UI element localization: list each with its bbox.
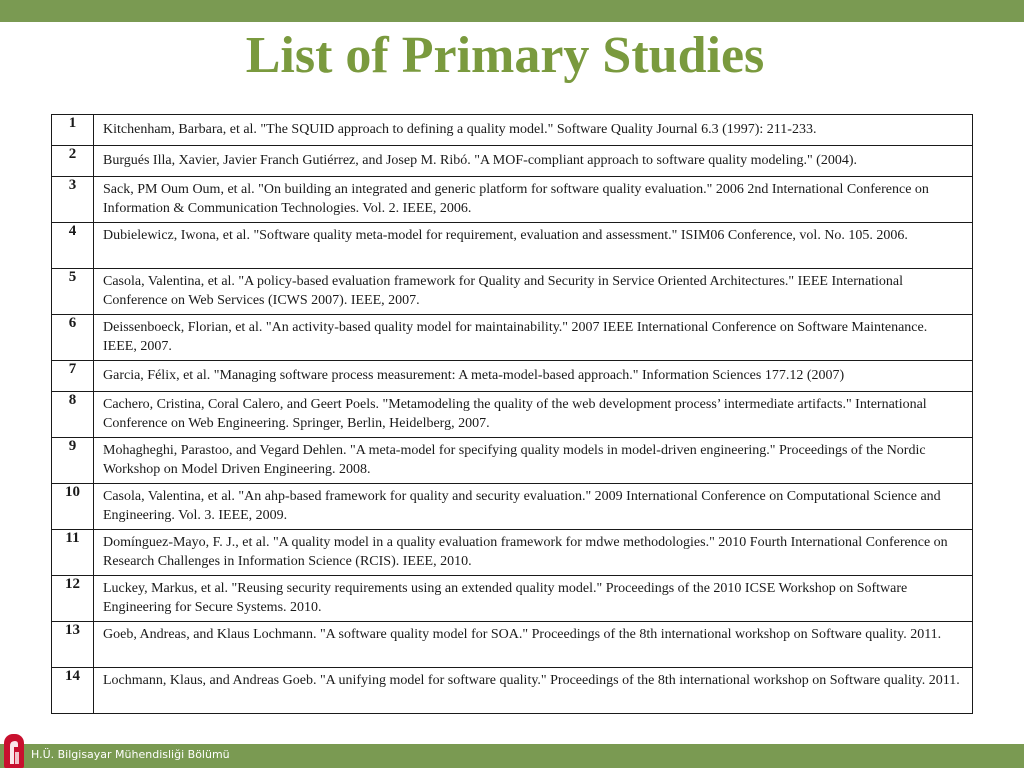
study-reference: Deissenboeck, Florian, et al. "An activity-based quality model for maintainability." 2007 IEEE International Conference on Software Maintenance. IEEE, 2007. (94, 315, 973, 361)
table-row (52, 668, 973, 714)
study-reference: Casola, Valentina, et al. "A policy-based evaluation framework for Quality and Security in Service Oriented Architectures." IEEE International Conference on Web Services (ICWS 2007). IEEE, 2007. (94, 269, 973, 315)
study-reference: Casola, Valentina, et al. "An ahp-based framework for quality and security evaluation." 2009 International Conference on Computational Science and Engineering. Vol. 3. IEEE, 2009. (94, 484, 973, 530)
study-number: 8 (52, 392, 94, 438)
footer-department-label: H.Ü. Bilgisayar Mühendisliği Bölümü (31, 748, 230, 761)
table-row (52, 530, 973, 576)
study-number: 6 (52, 315, 94, 361)
study-number: 14 (52, 668, 94, 714)
study-reference: Burgués Illa, Xavier, Javier Franch Gutiérrez, and Josep M. Ribó. "A MOF-compliant approach to software quality modeling." (2004). (94, 146, 973, 177)
table-row (52, 438, 973, 484)
study-reference: Garcia, Félix, et al. "Managing software process measurement: A meta-model-based approach." Information Sciences 177.12 (2007) (94, 361, 973, 392)
university-logo-icon (4, 734, 24, 768)
study-reference: Dubielewicz, Iwona, et al. "Software quality meta-model for requirement, evaluation and assessment." ISIM06 Conference, vol. No. 105. 2006. (94, 223, 973, 269)
study-reference: Domínguez-Mayo, F. J., et al. "A quality model in a quality evaluation framework for mdwe methodologies." 2010 Fourth International Conference on Research Challenges in Information Science (RCIS). IEEE, 2010. (94, 530, 973, 576)
study-number: 7 (52, 361, 94, 392)
table-row (52, 622, 973, 668)
study-number: 5 (52, 269, 94, 315)
page-title: List of Primary Studies (245, 27, 765, 84)
study-number: 10 (52, 484, 94, 530)
study-number: 9 (52, 438, 94, 484)
table-row (52, 146, 973, 177)
primary-studies-table (51, 114, 973, 714)
study-reference: Goeb, Andreas, and Klaus Lochmann. "A software quality model for SOA." Proceedings of the 8th international workshop on Software quality. 2011. (94, 622, 973, 668)
table-row (52, 361, 973, 392)
table-row (52, 177, 973, 223)
study-number: 1 (52, 115, 94, 146)
table-row (52, 269, 973, 315)
study-reference: Luckey, Markus, et al. "Reusing security requirements using an extended quality model." Proceedings of the 2010 ICSE Workshop on Software Engineering for Secure Systems. 2010. (94, 576, 973, 622)
study-number: 12 (52, 576, 94, 622)
study-number: 3 (52, 177, 94, 223)
study-reference: Mohagheghi, Parastoo, and Vegard Dehlen. "A meta-model for specifying quality models in model-driven engineering." Proceedings of the Nordic Workshop on Model Driven Engineering. 2008. (94, 438, 973, 484)
study-reference: Lochmann, Klaus, and Andreas Goeb. "A unifying model for software quality." Proceedings of the 8th international workshop on Software quality. 2011. (94, 668, 973, 714)
table-row (52, 115, 973, 146)
table-row (52, 315, 973, 361)
top-accent-bar (0, 0, 1024, 22)
study-reference: Kitchenham, Barbara, et al. "The SQUID approach to defining a quality model." Software Quality Journal 6.3 (1997): 211-233. (94, 115, 973, 146)
logo-glyph-icon (4, 734, 24, 768)
table-row (52, 576, 973, 622)
study-reference: Sack, PM Oum Oum, et al. "On building an integrated and generic platform for software quality evaluation." 2006 2nd International Conference on Information & Communication Technologies. Vol. 2. IEEE, 2006. (94, 177, 973, 223)
study-number: 11 (52, 530, 94, 576)
table-row (52, 484, 973, 530)
study-reference: Cachero, Cristina, Coral Calero, and Geert Poels. "Metamodeling the quality of the web development process’ intermediate artifacts." International Conference on Web Engineering. Springer, Berlin, Heidelberg, 2007. (94, 392, 973, 438)
study-number: 4 (52, 223, 94, 269)
table-row (52, 392, 973, 438)
study-number: 2 (52, 146, 94, 177)
table-row (52, 223, 973, 269)
study-number: 13 (52, 622, 94, 668)
